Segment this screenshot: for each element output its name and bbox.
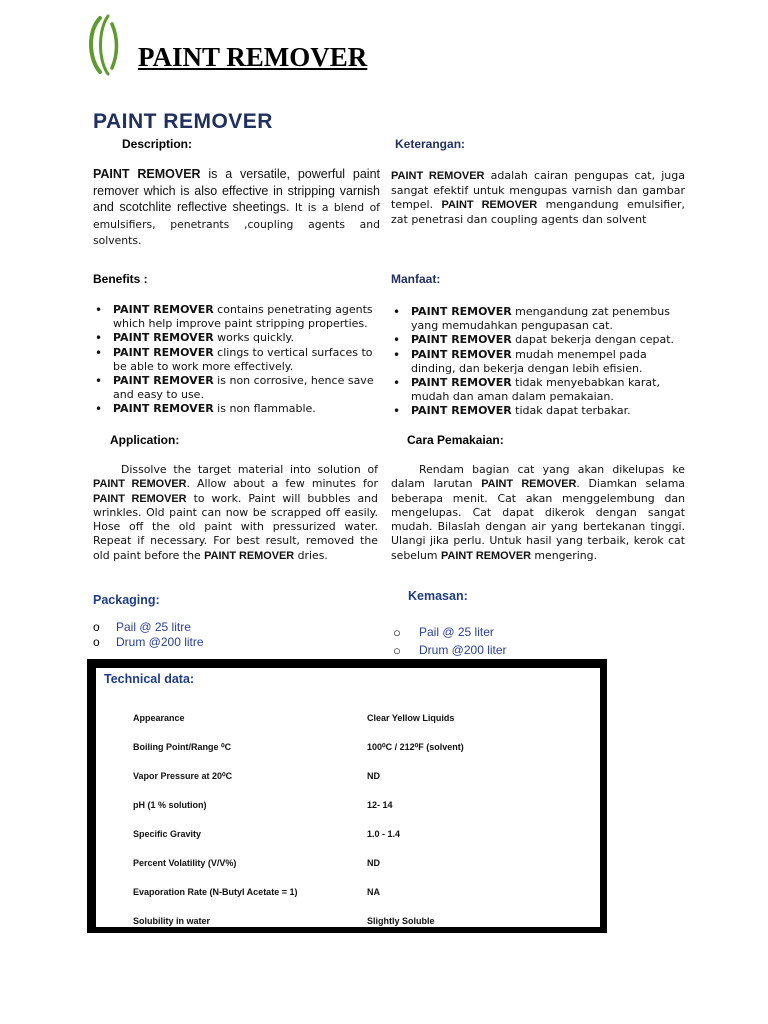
list-item: o Pail @ 25 litre [93,620,191,634]
description-text: PAINT REMOVER is a versatile, powerful paint remover which is also effective in stripping varnish and scotchlite reflective sheetings. It is a blend of emulsifiers, penetrants ,coupling agents and solvents. [93,167,381,247]
manfaat-heading: Manfaat: [391,272,441,286]
keterangan-heading: Keterangan: [395,137,466,151]
page-title: PAINT REMOVER [93,110,273,133]
table-row: Percent Volatility (V/V%) ND [133,858,380,868]
product-name: PAINT REMOVER [93,167,201,181]
keterangan-text: PAINT REMOVER adalah cairan pengupas cat, juga sangat efektif untuk mengupas varnish dan gambar tempel. PAINT REMOVER mengandung emulsifier, zat penetrasi dan coupling agents dan solvent [391,169,686,226]
technical-data-table [87,659,607,933]
kemasan-heading: Kemasan: [408,589,468,603]
manfaat-list [391,305,685,419]
cara-text: Rendam bagian cat yang akan dikelupas ke dalam larutan PAINT REMOVER. Diamkan selama beberapa menit. Cat akan menggelembung dan mengelupas. Cat dapat dikerok dengan sangat mudah. Bilaslah dengan air yang bertekanan tinggi. Ulangi jika perlu. Untuk hasil yang terbaik, kerok cat sebelum PAINT REMOVER mengering. [391,463,685,562]
table-row: Solubility in water Slightly Soluble [133,916,435,926]
technical-data-heading: Technical data: [104,672,195,686]
cara-heading: Cara Pemakaian: [407,433,504,447]
list-item: • PAINT REMOVER mudah menempel pada dinding, dan bekerja dengan lebih efisien. [391,348,685,376]
table-row: Appearance Clear Yellow Liquids [133,713,455,723]
list-item: • PAINT REMOVER works quickly. [93,331,380,345]
table-row: Vapor Pressure at 20⁰C ND [133,771,380,781]
header-title: PAINT REMOVER [138,42,368,72]
list-item: ○ Pail @ 25 liter [393,625,494,640]
list-item: • PAINT REMOVER is non corrosive, hence save and easy to use. [93,374,380,402]
list-item: ○ Drum @200 liter [393,643,507,658]
kemasan-list [393,625,653,661]
list-item: • PAINT REMOVER dapat bekerja dengan cepat. [391,333,685,347]
list-item: • PAINT REMOVER clings to vertical surfaces to be able to work more effectively. [93,346,380,374]
list-item: • PAINT REMOVER is non flammable. [93,402,380,416]
packaging-heading: Packaging: [93,593,160,607]
application-heading: Application: [110,433,180,447]
leaf-logo-icon [86,14,122,76]
table-row: Evaporation Rate (N-Butyl Acetate = 1) NA [133,887,380,897]
list-item: • PAINT REMOVER contains penetrating agents which help improve paint stripping properties. [93,303,380,331]
list-item: o Drum @200 litre [93,635,204,649]
packaging-list [93,620,353,650]
benefits-heading: Benefits : [93,272,148,286]
application-text: Dissolve the target material into solution of PAINT REMOVER. Allow about a few minutes for PAINT REMOVER to work. Paint will bubbles and wrinkles. Old paint can now be scrapped off easily. Hose off the old paint with pressurized water. Repeat if necessary. For best result, removed the old paint before the PAINT REMOVER dries. [93,463,378,562]
list-item: • PAINT REMOVER tidak menyebabkan karat, mudah dan aman dalam pemakaian. [391,376,685,404]
benefits-list [93,303,380,417]
table-row: Boiling Point/Range ⁰C 100⁰C / 212⁰F (solvent) [133,742,464,752]
description-heading: Description: [122,137,193,151]
table-row: Specific Gravity 1.0 - 1.4 [133,829,401,839]
list-item: • PAINT REMOVER tidak dapat terbakar. [391,404,685,418]
table-row: pH (1 % solution) 12- 14 [133,800,393,810]
list-item: • PAINT REMOVER mengandung zat penembus yang memudahkan pengupasan cat. [391,305,685,333]
